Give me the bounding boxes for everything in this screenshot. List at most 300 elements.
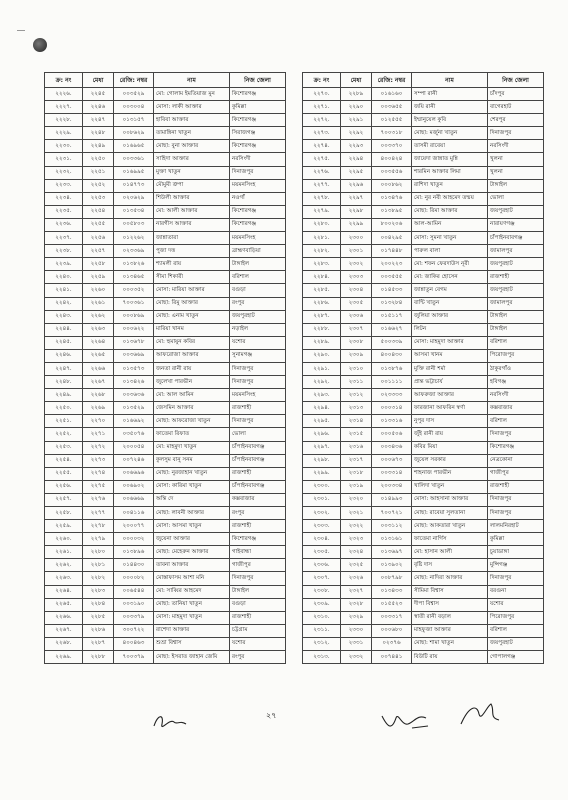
col-name-header: নাম (412, 73, 488, 88)
cell-reg: ২০০০৫৪ (114, 441, 154, 454)
cell-serial: ২২৩২. (45, 166, 83, 179)
cell-serial: ২২৫৮. (45, 507, 83, 520)
cell-serial: ২২৯৮. (303, 454, 341, 467)
cell-serial: ২২৬৮. (45, 637, 83, 650)
cell-reg: ০১৩৫২৯ (114, 402, 154, 415)
cell-merit: ২২৭১ (83, 428, 114, 441)
cell-merit: ২৩২৪ (341, 546, 372, 559)
table-row (45, 336, 286, 349)
cell-name: স্বাতী রানী বড়াল (412, 611, 488, 624)
cell-serial: ২২৩৪. (45, 192, 83, 205)
cell-reg: ০০৮৭৯৮ (372, 572, 412, 585)
cell-serial: ২৩০৭. (303, 572, 341, 585)
table-row (303, 467, 544, 480)
cell-name: বৃষ্টি দাস (412, 559, 488, 572)
cell-merit: ২২৫০ (83, 153, 114, 166)
cell-reg: ০০৮৬২৯ (114, 127, 154, 140)
cell-serial: ২২৮২. (303, 245, 341, 258)
cell-serial: ২২৪৮. (45, 376, 83, 389)
cell-serial: ২২৩৯. (45, 258, 83, 271)
cell-name: জনতা রানী রায় (154, 362, 230, 375)
cell-merit: ২২৭৪ (83, 467, 114, 480)
cell-name: মো: জাকির হোসেন (412, 271, 488, 284)
cell-reg: ০০০৩৫২ (114, 284, 154, 297)
cell-reg: ০১৭৪৪৮ (372, 245, 412, 258)
table-row (303, 428, 544, 441)
cell-merit: ২২৭৬ (83, 493, 114, 506)
cell-reg: ০০৩৫২৯ (114, 88, 154, 101)
table-row (303, 153, 544, 166)
cell-serial: ২২৮৬. (303, 297, 341, 310)
cell-serial: ২২৭৪. (303, 140, 341, 153)
cell-district: বরিশাল (488, 624, 544, 637)
cell-name: শুভ্রা বিশ্বাস (154, 637, 230, 650)
cell-serial: ২২৪৬. (45, 349, 83, 362)
cell-merit: ২২৪৯ (83, 140, 114, 153)
cell-merit: ২৩১৪ (341, 415, 372, 428)
cell-district: রাজশাহী (488, 271, 544, 284)
cell-reg: ০০৩১১২ (372, 520, 412, 533)
cell-reg: ০০৩৩৭৯ (114, 611, 154, 624)
cell-serial: ২৩০৪. (303, 533, 341, 546)
cell-serial: ২২৩১. (45, 153, 83, 166)
table-row (303, 376, 544, 389)
cell-reg: ৭০০৭২১ (372, 507, 412, 520)
cell-reg: ৮০০২০৬ (372, 218, 412, 231)
table-row (303, 362, 544, 375)
cell-reg: ০২৩৭৬ (372, 637, 412, 650)
cell-reg: ০১৩১৬১ (372, 533, 412, 546)
cell-district: সুনামগঞ্জ (230, 349, 286, 362)
table-row (303, 101, 544, 114)
cell-district: পিরোজপুর (488, 349, 544, 362)
cell-district: দিনাজপুর (230, 572, 286, 585)
cell-district: ময়মনসিংহ (230, 232, 286, 245)
cell-name: মো: হুমায়ুন কবির (154, 336, 230, 349)
cell-district: সিরাজগঞ্জ (230, 127, 286, 140)
cell-merit: ২৩০৫ (341, 297, 372, 310)
cell-reg: ০০৪১১৬ (114, 507, 154, 520)
cell-reg: ০১৩২৮৪ (372, 297, 412, 310)
cell-serial: ২২৯৩. (303, 389, 341, 402)
cell-district: চাঁপাইনবাবগঞ্জ (230, 454, 286, 467)
cell-merit: ২২৮২ (83, 572, 114, 585)
table-row (45, 415, 286, 428)
cell-district: ময়মনসিংহ (230, 389, 286, 402)
cell-merit: ২২৮০ (83, 546, 114, 559)
cell-serial: ২২৪৫. (45, 336, 83, 349)
cell-district: বরিশাল (488, 415, 544, 428)
right-roll-table (302, 72, 544, 664)
table-row (303, 205, 544, 218)
table-row (303, 297, 544, 310)
table-row (303, 520, 544, 533)
cell-reg: ০০০৮৬৯ (114, 310, 154, 323)
cell-name: শাহনাজ পারভীন (412, 467, 488, 480)
cell-name: মোছা: এনাম খাতুন (154, 310, 230, 323)
table-row (303, 454, 544, 467)
cell-district: কক্সবাজার (488, 402, 544, 415)
cell-merit: ২২৮৮ (83, 651, 114, 664)
cell-merit: ২২৭৮ (83, 520, 114, 533)
cell-name: মোছা: নাদিরা আক্তার (412, 572, 488, 585)
signature-right (455, 700, 505, 730)
cell-name: আল-আমিন (412, 218, 488, 231)
table-row (303, 218, 544, 231)
cell-reg: ০০৩০০৪ (114, 101, 154, 114)
cell-district: গাজীপুর (230, 559, 286, 572)
cell-district: টাঙ্গাইল (230, 258, 286, 271)
cell-district: দিনাজপুর (488, 127, 544, 140)
table-row (45, 480, 286, 493)
cell-district: বগুড়া (230, 598, 286, 611)
cell-serial: ২২৪৯. (45, 389, 83, 402)
cell-reg: ০১৬৯৬৫ (114, 140, 154, 153)
table-row (45, 585, 286, 598)
cell-name: সম্পা রানী (412, 88, 488, 101)
cell-name: আফরোজা আক্তার (154, 349, 230, 362)
cell-district: জয়পুরহাট (488, 205, 544, 218)
cell-merit: ২৩২১ (341, 507, 372, 520)
table-row (303, 415, 544, 428)
cell-name: মুক্তা খাতুন (154, 166, 230, 179)
cell-reg: ০০০৬২২ (114, 323, 154, 336)
table-row (45, 127, 286, 140)
cell-merit: ২৩০৬ (341, 310, 372, 323)
col-reg-header: রেজি: নম্বর (114, 73, 154, 88)
cell-reg: ০২০৬২৯ (114, 192, 154, 205)
cell-merit: ২৩২৮ (341, 598, 372, 611)
cell-name: ফাতেমা নার্গিস (412, 533, 488, 546)
cell-reg: ০১৩৮৭৬ (372, 362, 412, 375)
table-row (45, 297, 286, 310)
cell-reg: ০০১১১১ (372, 376, 412, 389)
cell-name: মোছা: নুরজাহান খাতুন (154, 467, 230, 480)
cell-serial: ২২৭৬. (303, 166, 341, 179)
cell-serial: ২২৯৯. (303, 467, 341, 480)
cell-serial: ২২৫৬. (45, 480, 83, 493)
cell-reg: ৪০০৪৬৩ (114, 637, 154, 650)
cell-merit: ২২৯০ (341, 101, 372, 114)
col-serial-header: ক্র: নং (45, 73, 83, 88)
cell-name: তাবনা আক্তার (154, 559, 230, 572)
cell-district: রাজশাহী (230, 611, 286, 624)
table-row (45, 114, 286, 127)
table-row (45, 389, 286, 402)
cell-district: যশোর (230, 336, 286, 349)
table-row (303, 441, 544, 454)
cell-merit: ২২৯৩ (341, 140, 372, 153)
cell-district: টাঙ্গাইল (488, 310, 544, 323)
cell-serial: ২২৮৯. (303, 336, 341, 349)
cell-name: রাশিদা খাতুন (412, 179, 488, 192)
cell-name: সাহিদা আক্তার (154, 153, 230, 166)
cell-reg: ০১৩৪৩৩ (372, 585, 412, 598)
table-row (45, 271, 286, 284)
cell-name: জান্নাতারা (154, 232, 230, 245)
cell-reg: ০২৩৩৩৩ (372, 389, 412, 402)
cell-serial: ২৩০২. (303, 507, 341, 520)
cell-reg: ০০৩৩১৪ (372, 467, 412, 480)
cell-reg: ০১৩৮৯৫ (372, 205, 412, 218)
cell-serial: ২৩১১. (303, 624, 341, 637)
cell-serial: ২২৫০. (45, 402, 83, 415)
col-name-header: নাম (154, 73, 230, 88)
cell-district: দিনাজপুর (488, 572, 544, 585)
cell-serial: ২২৪৩. (45, 310, 83, 323)
cell-reg: ০১২৫৫৫ (372, 114, 412, 127)
cell-district: কিশোরগঞ্জ (230, 88, 286, 101)
cell-district: নরসিংদী (488, 140, 544, 153)
cell-serial: ২২৬৫. (45, 598, 83, 611)
table-row (303, 507, 544, 520)
cell-reg: ২০০৩৩৪ (372, 480, 412, 493)
cell-serial: ২২৫৯. (45, 520, 83, 533)
cell-district: রাজশাহী (488, 480, 544, 493)
cell-merit: ২২৯৯ (341, 218, 372, 231)
table-row (45, 520, 286, 533)
cell-district: কিশোরগঞ্জ (488, 441, 544, 454)
cell-name: পুজা দত্ত (154, 245, 230, 258)
table-header-row (303, 73, 544, 88)
cell-merit: ২৩২৫ (341, 559, 372, 572)
cell-district: জয়পুরহাট (488, 637, 544, 650)
cell-reg: ০০০৮৬২ (372, 179, 412, 192)
cell-name: মোছা: ইসরাত জাহান জেমি (154, 651, 230, 664)
cell-reg: ০০৩৪৩৬ (372, 441, 412, 454)
cell-merit: ২২৪৭ (83, 114, 114, 127)
cell-reg: ০১৩৫৭৩ (114, 362, 154, 375)
cell-district: দিনাজপুর (488, 428, 544, 441)
cell-district: গাজীপুর (488, 467, 544, 480)
cell-merit: ২২৫৩ (83, 192, 114, 205)
cell-merit: ২৩২৬ (341, 572, 372, 585)
table-row (303, 572, 544, 585)
cell-reg: ০০৭৪৪১ (372, 651, 412, 664)
cell-merit: ২৩৩২ (341, 651, 372, 664)
cell-name: ফারজানা আফরিন স্বর্ণা (412, 402, 488, 415)
cell-serial: ২২৫৫. (45, 467, 83, 480)
cell-name: ইম্মানুয়েল কুবি (412, 114, 488, 127)
cell-district: দিনাজপুর (230, 376, 286, 389)
cell-district: লালমনিরহাট (488, 520, 544, 533)
cell-name: মোছা: বুনা আক্তার (154, 140, 230, 153)
cell-district: ভোলা (488, 192, 544, 205)
cell-serial: ২২৩৭. (45, 232, 83, 245)
signature-middle (378, 708, 438, 734)
cell-name: পারুল বালা (412, 245, 488, 258)
cell-district: কিশোরগঞ্জ (230, 114, 286, 127)
cell-district: খুলনা (488, 166, 544, 179)
cell-name: মো: শফন ফেরদাউস নূরী (412, 258, 488, 271)
cell-district: কিশোরগঞ্জ (230, 205, 286, 218)
cell-merit: ২২৯৬ (341, 179, 372, 192)
cell-merit: ২২৯৫ (341, 166, 372, 179)
cell-reg: ২০০০৭৭ (114, 520, 154, 533)
cell-name: খালিদা খাতুন (412, 480, 488, 493)
cell-merit: ২২৭৯ (83, 533, 114, 546)
cell-district: পিরোজপুর (488, 611, 544, 624)
cell-serial: ২২৬৪. (45, 585, 83, 598)
cell-serial: ২২৭১. (303, 101, 341, 114)
table-row (45, 493, 286, 506)
cell-merit: ২২৫৮ (83, 258, 114, 271)
table-row (45, 140, 286, 153)
cell-merit: ২৩১২ (341, 389, 372, 402)
cell-district: চুয়াডাঙ্গা (488, 546, 544, 559)
table-row (45, 245, 286, 258)
table-row (303, 493, 544, 506)
cell-district: জয়পুরহাট (230, 310, 286, 323)
cell-district: দিনাজপুর (230, 362, 286, 375)
table-row (303, 389, 544, 402)
cell-reg: ০০০৩১৪ (372, 402, 412, 415)
cell-serial: ২২৮৪. (303, 271, 341, 284)
cell-name: তামান্নিনা খাতুন (154, 127, 230, 140)
cell-district: বাগেরহাট (488, 101, 544, 114)
table-row (45, 101, 286, 114)
cell-merit: ২৩০৮ (341, 336, 372, 349)
cell-district: কিশোরগঞ্জ (230, 218, 286, 231)
cell-merit: ২২৭২ (83, 441, 114, 454)
cell-merit: ২২৬৪ (83, 336, 114, 349)
cell-merit: ২৩১৭ (341, 454, 372, 467)
cell-reg: ০০৩৩৬১ (114, 153, 154, 166)
cell-merit: ২২৫৭ (83, 245, 114, 258)
table-row (45, 153, 286, 166)
cell-name: মুক্তি রানী শর্মা (412, 362, 488, 375)
col-district-header: নিজ জেলা (488, 73, 544, 88)
cell-merit: ২২৭৫ (83, 480, 114, 493)
cell-merit: ২২৮৭ (83, 637, 114, 650)
table-row (303, 179, 544, 192)
cell-serial: ২২৭০. (303, 88, 341, 101)
table-row (303, 192, 544, 205)
cell-district: চাঁপাইনবাবগঞ্জ (230, 480, 286, 493)
table-row (303, 166, 544, 179)
table-row (45, 166, 286, 179)
cell-name: মোছা: রাবেয়া সুলতানা (412, 507, 488, 520)
cell-name: কবির মিয়া (412, 441, 488, 454)
cell-name: অন্তি দে (154, 493, 230, 506)
cell-district: রংপুর (230, 297, 286, 310)
cell-name: মোছা: আকতারা খাতুন (412, 520, 488, 533)
cell-serial: ২২৩৮. (45, 245, 83, 258)
cell-name: শারমিন আক্তার লিমা (412, 166, 488, 179)
cell-district: হবিগঞ্জ (488, 376, 544, 389)
cell-name: মো: হাসান আলী (412, 546, 488, 559)
cell-serial: ২২৯১. (303, 362, 341, 375)
cell-merit: ২২৫২ (83, 179, 114, 192)
table-row (303, 598, 544, 611)
cell-reg: ০২৩৩৬৯ (114, 245, 154, 258)
cell-serial: ২৩০৩. (303, 520, 341, 533)
cell-serial: ২২৪১. (45, 284, 83, 297)
table-row (45, 507, 286, 520)
cell-reg: ৫০০৩৩৯ (372, 336, 412, 349)
col-reg-header: রেজি: নম্বর (372, 73, 412, 88)
cell-serial: ২২২৬. (45, 88, 83, 101)
cell-merit: ২২৬৩ (83, 323, 114, 336)
table-row (303, 546, 544, 559)
cell-reg: ৭০০৩১৮ (372, 127, 412, 140)
table-row (303, 559, 544, 572)
cell-name: জয়ি রানী (412, 101, 488, 114)
cell-serial: ২২৪২. (45, 297, 83, 310)
cell-name: মারিয়া খানম (154, 323, 230, 336)
cell-serial: ২২৯৫. (303, 415, 341, 428)
cell-serial: ২২৯৬. (303, 428, 341, 441)
col-district-header: নিজ জেলা (230, 73, 286, 88)
cell-merit: ২২৫৯ (83, 271, 114, 284)
cell-merit: ২৩০৩ (341, 271, 372, 284)
cell-name: আসমা খানম (412, 349, 488, 362)
cell-serial: ২২৬৯. (45, 651, 83, 664)
cell-merit: ২৩১৬ (341, 441, 372, 454)
table-row (303, 651, 544, 664)
cell-reg: ০১৩৮৯৬ (114, 546, 154, 559)
cell-name: মোসা: মাহমুদা আক্তার (412, 336, 488, 349)
cell-merit: ২২৭৩ (83, 454, 114, 467)
cell-serial: ২২৫১. (45, 415, 83, 428)
cell-reg: ২০০২২৩ (372, 258, 412, 271)
cell-district: ভোলা (230, 428, 286, 441)
cell-reg: ০১৩৯০২ (372, 559, 412, 572)
cell-reg: ০১৩৬৭৮ (114, 336, 154, 349)
cell-serial: ২২৬২. (45, 559, 83, 572)
cell-reg: ০০৫৮০৩ (114, 218, 154, 231)
cell-reg: ০০৬৬৯৬ (114, 467, 154, 480)
table-row (303, 88, 544, 101)
cell-name: মো: আল আমিন (154, 389, 230, 402)
cell-reg: ০০০০৩২ (114, 533, 154, 546)
cell-name: মোছা: তানিয়া খাতুন (154, 598, 230, 611)
table-row (45, 218, 286, 231)
table-row (303, 611, 544, 624)
cell-district: বরগুনা (488, 585, 544, 598)
cell-reg: ০৩৫০৭৬ (114, 428, 154, 441)
cell-name: নারগীস আক্তার (154, 218, 230, 231)
cell-reg: ০১৩৫৩৪ (114, 205, 154, 218)
cell-name: মো: গোলাম ইমতিয়াজ মুন (154, 88, 230, 101)
table-row (303, 637, 544, 650)
cell-serial: ২২৭৫. (303, 153, 341, 166)
table-row (45, 546, 286, 559)
cell-serial: ২২৮৫. (303, 284, 341, 297)
margin-tick (17, 30, 25, 31)
cell-reg: ০১৩৬৯৭ (372, 546, 412, 559)
cell-merit: ২৩০৯ (341, 349, 372, 362)
cell-district: চাঁপাইনবাবগঞ্জ (230, 441, 286, 454)
cell-merit: ২২৪৫ (83, 88, 114, 101)
table-row (303, 349, 544, 362)
cell-reg: ০১৪৫৩৩ (372, 284, 412, 297)
cell-name: বান্টি খাতুন (412, 297, 488, 310)
cell-serial: ২৩০০. (303, 480, 341, 493)
cell-serial: ২২৮৮. (303, 323, 341, 336)
cell-district: কুমিল্লা (230, 101, 286, 114)
cell-reg: ০১৩৮২৬ (114, 258, 154, 271)
cell-serial: ২২৬৩. (45, 572, 83, 585)
cell-district: দিনাজপুর (230, 166, 286, 179)
table-row (45, 637, 286, 650)
cell-reg: ০১৩৩১৬ (372, 415, 412, 428)
cell-district: চাঁপাইনবাবগঞ্জ (488, 232, 544, 245)
cell-reg: ০০০০৮২ (114, 572, 154, 585)
table-row (45, 441, 286, 454)
cell-district: জয়পুরহাট (488, 284, 544, 297)
cell-name: আফরুজা আক্তার (412, 389, 488, 402)
